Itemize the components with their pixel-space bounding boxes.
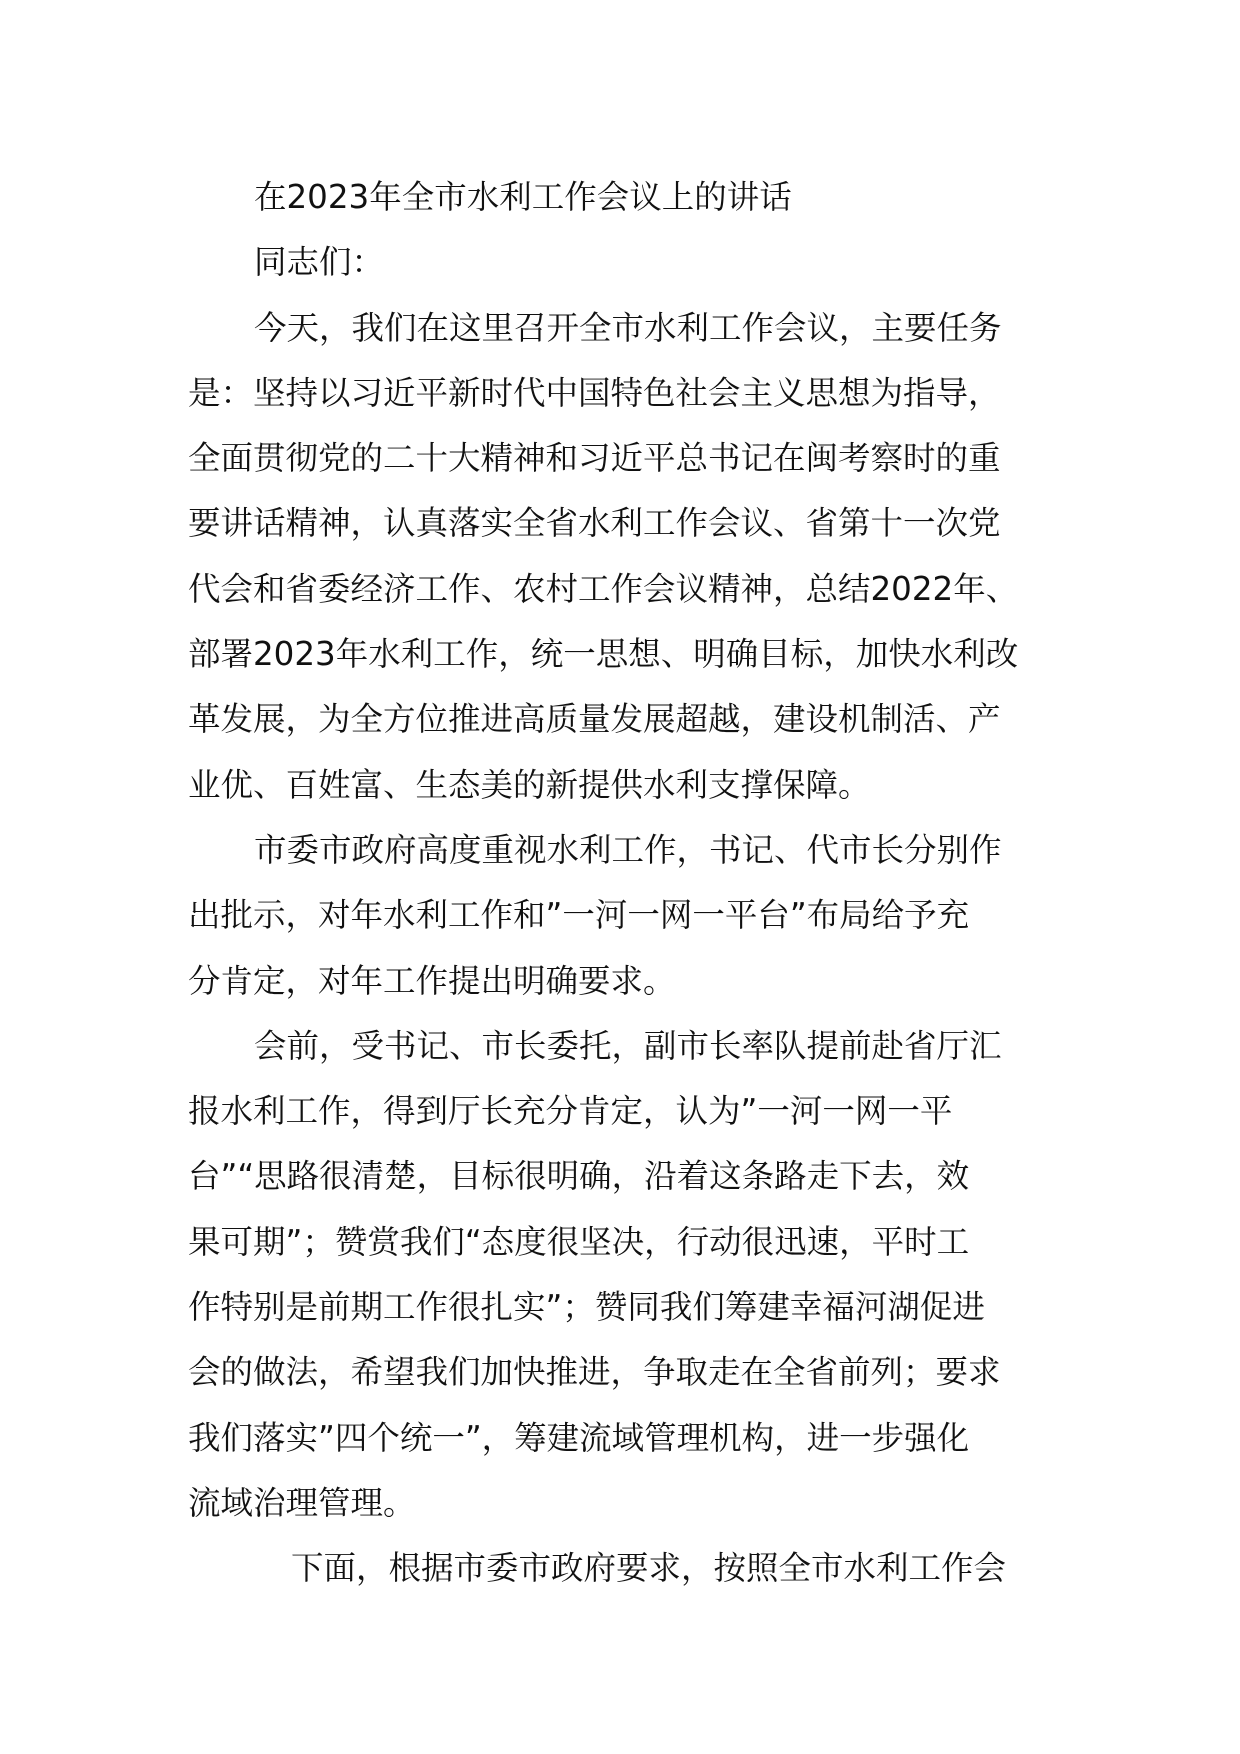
paragraph-line: 作特别是前期工作很扎实”；赞同我们筹建幸福河湖促进 <box>188 1288 985 1327</box>
paragraph-line: 果可期”；赞赏我们“态度很坚决，行动很迅速，平时工 <box>188 1222 970 1261</box>
paragraph-line: 台”“思路很清楚，目标很明确，沿着这条路走下去，效 <box>188 1157 970 1196</box>
paragraph-line: 代会和省委经济工作、农村工作会议精神，总结2022年、 <box>188 569 1019 608</box>
document-page <box>188 165 1058 1602</box>
document-title: 在2023年全市水利工作会议上的讲话 <box>254 178 792 216</box>
paragraph-2 <box>188 818 1058 1014</box>
paragraph-line: 是：坚持以习近平新时代中国特色社会主义思想为指导， <box>188 373 1001 412</box>
paragraph-line: 今天，我们在这里召开全市水利工作会议，主要任务 <box>254 308 1002 347</box>
paragraph-3 <box>188 1014 1058 1536</box>
paragraph-line: 下面，根据市委市政府要求，按照全市水利工作会 <box>291 1549 1007 1588</box>
paragraph-line: 分肯定，对年工作提出明确要求。 <box>188 961 676 1000</box>
paragraph-line: 市委市政府高度重视水利工作，书记、代市长分别作 <box>254 830 1002 869</box>
paragraph-1 <box>188 296 1058 818</box>
paragraph-line: 全面贯彻党的二十大精神和习近平总书记在闽考察时的重 <box>188 439 1001 478</box>
paragraph-line: 业优、百姓富、生态美的新提供水利支撑保障。 <box>188 765 871 804</box>
paragraph-line: 流域治理管理。 <box>188 1483 416 1522</box>
paragraph-line: 革发展，为全方位推进高质量发展超越，建设机制活、产 <box>188 700 1001 739</box>
paragraph-line: 我们落实”四个统一”，筹建流域管理机构，进一步强化 <box>188 1418 970 1457</box>
paragraph-line: 部署2023年水利工作，统一思想、明确目标，加快水利改 <box>188 635 1019 674</box>
paragraph-line: 要讲话精神，认真落实全省水利工作会议、省第十一次党 <box>188 504 1001 543</box>
paragraph-line: 报水利工作，得到厅长充分肯定，认为”一河一网一平 <box>188 1092 953 1131</box>
paragraph-line: 会前，受书记、市长委托，副市长率队提前赴省厅汇 <box>254 1026 1002 1065</box>
paragraph-line: 会的做法，希望我们加快推进，争取走在全省前列；要求 <box>188 1353 1001 1392</box>
paragraph-line: 出批示，对年水利工作和”一河一网一平台”布局给予充 <box>188 896 970 935</box>
salutation: 同志们： <box>254 243 385 282</box>
paragraph-4 <box>188 1536 1058 1601</box>
